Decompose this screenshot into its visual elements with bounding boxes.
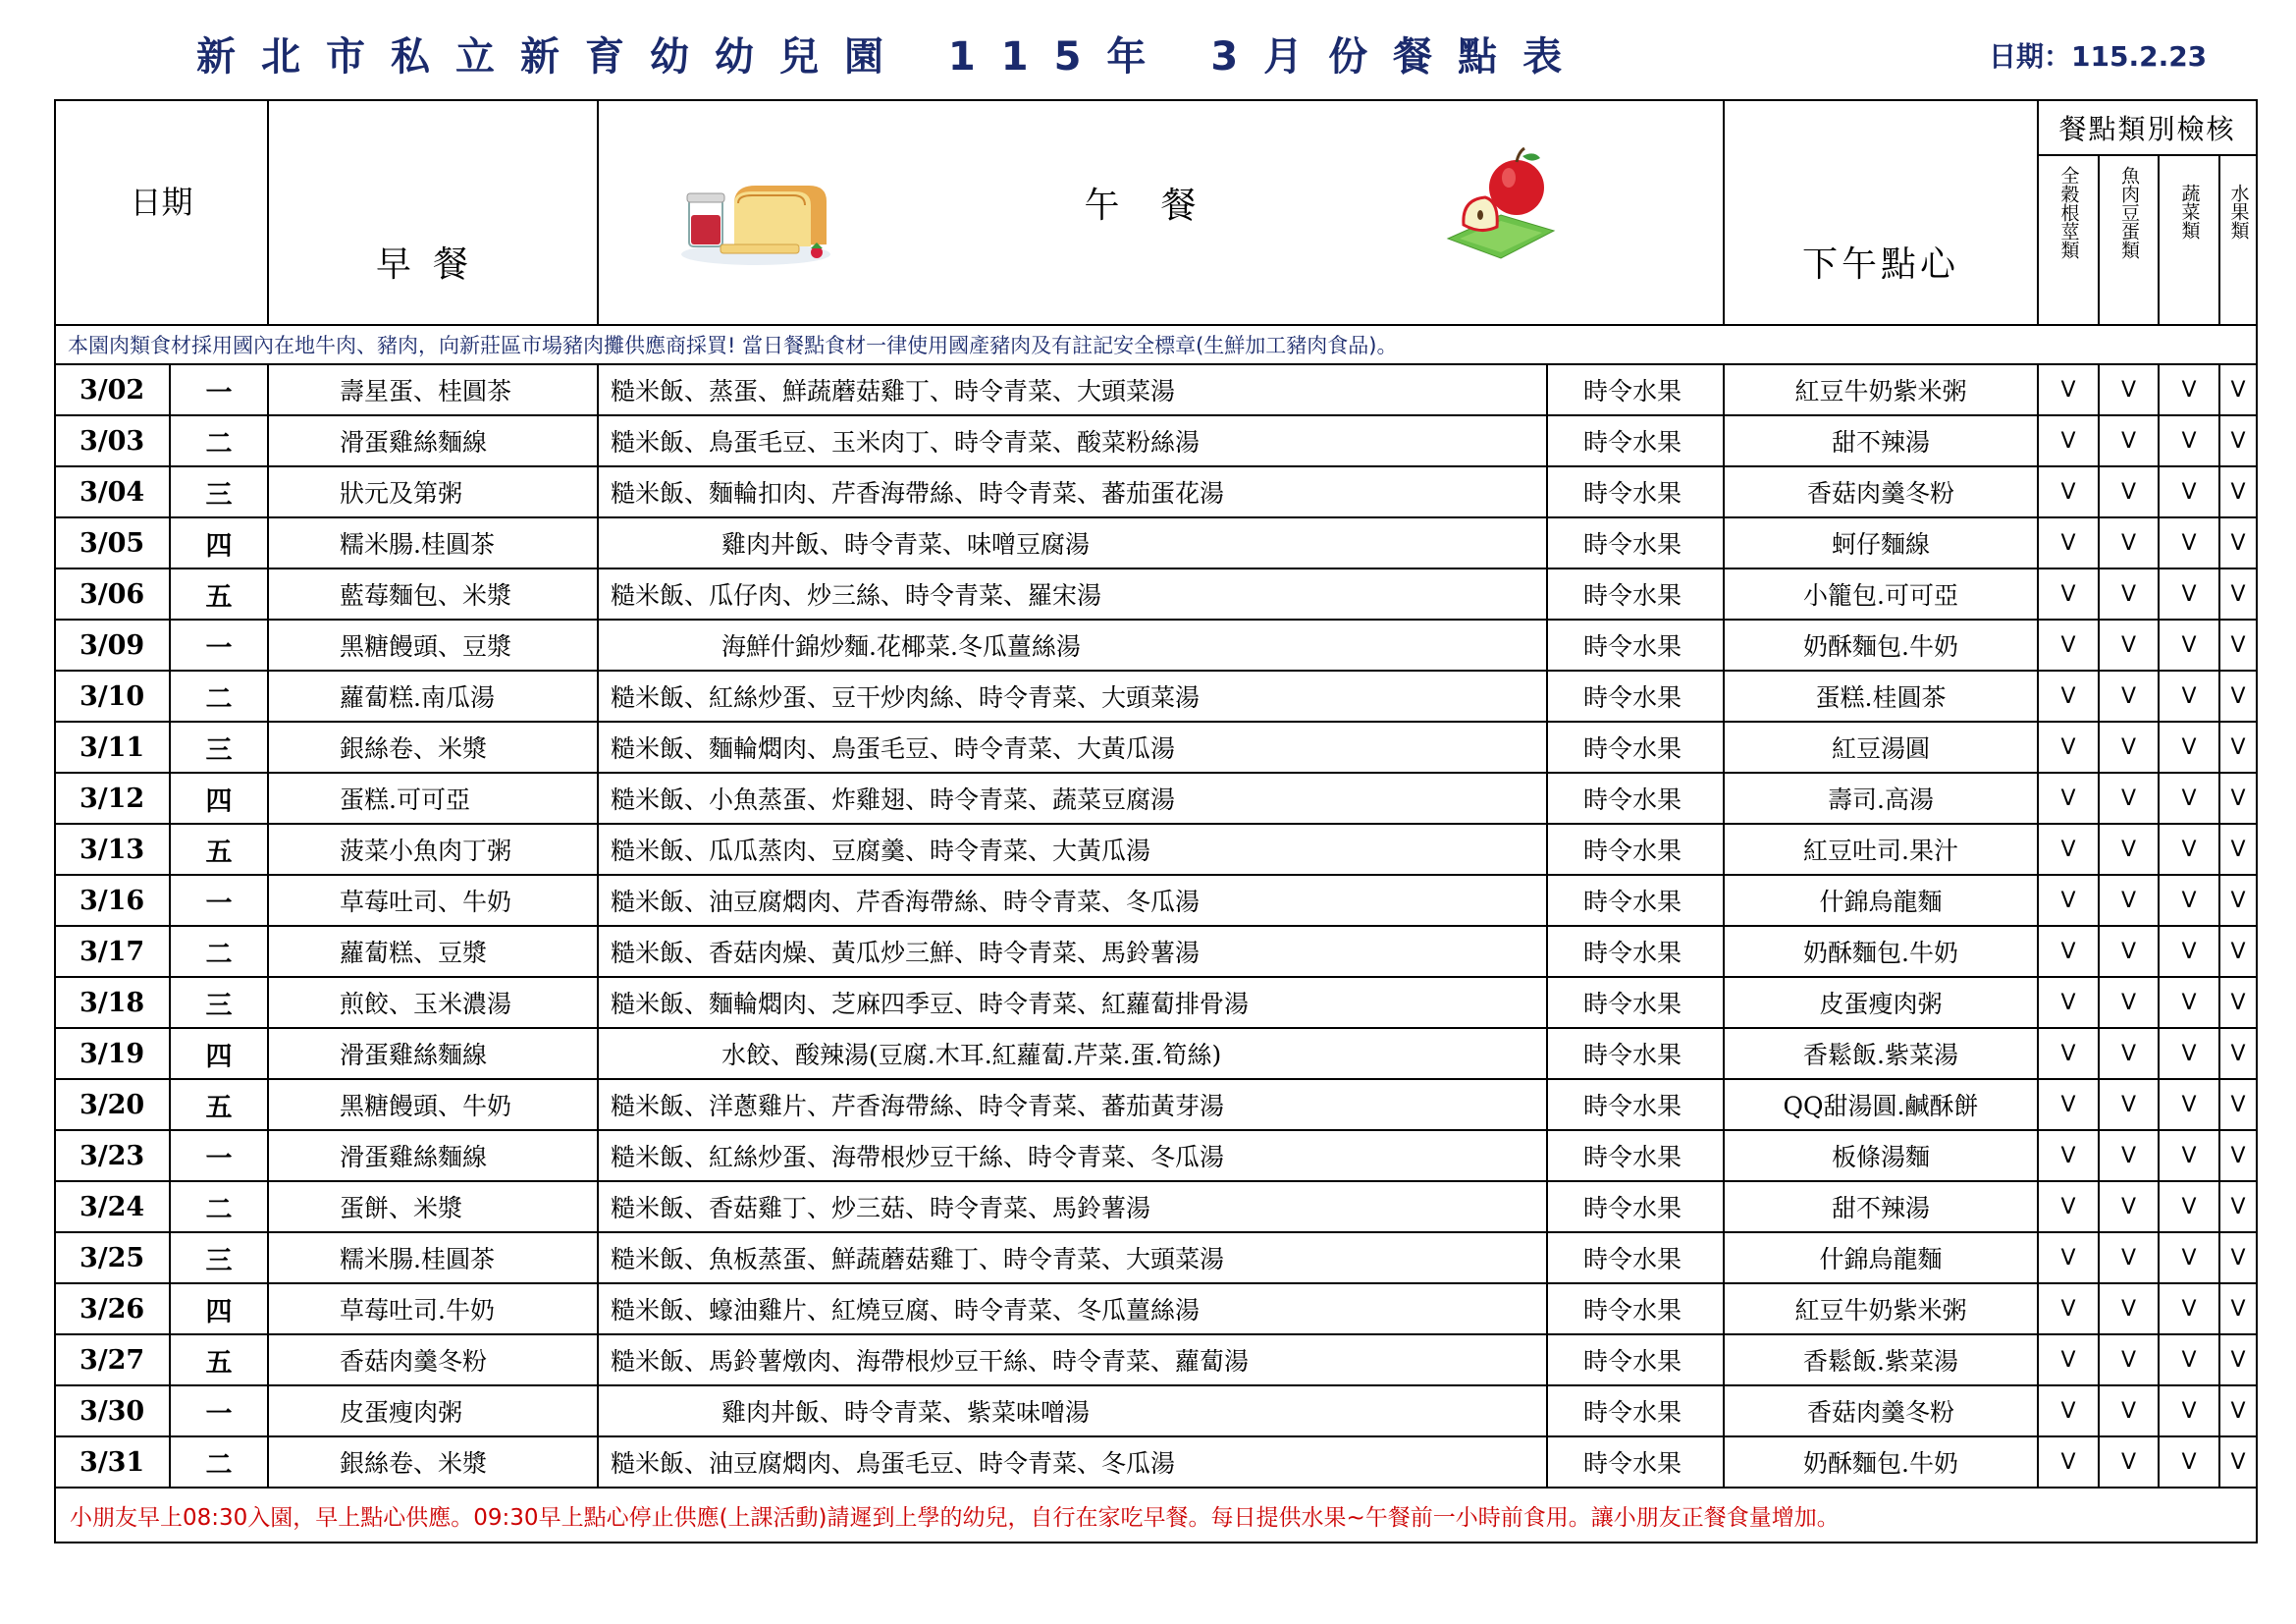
row-lunch: 糙米飯、麵輪扣肉、芹香海帶絲、時令青菜、蕃茄蛋花湯 <box>598 466 1547 517</box>
menu-row <box>55 620 2257 671</box>
row-snack: 紅豆湯圓 <box>1724 722 2038 773</box>
row-check-fruit: V <box>2219 773 2257 824</box>
row-check-fruit: V <box>2219 1028 2257 1079</box>
row-check-protein: V <box>2099 1130 2159 1181</box>
row-check-protein: V <box>2099 1079 2159 1130</box>
row-breakfast: 菠菜小魚肉丁粥 <box>268 824 598 875</box>
menu-row <box>55 977 2257 1028</box>
row-snack: 什錦烏龍麵 <box>1724 1232 2038 1283</box>
row-check-protein: V <box>2099 824 2159 875</box>
row-breakfast: 草莓吐司.牛奶 <box>268 1283 598 1334</box>
menu-row <box>55 926 2257 977</box>
row-fruit: 時令水果 <box>1547 1283 1724 1334</box>
row-breakfast: 糯米腸.桂圓茶 <box>268 517 598 568</box>
row-check-grain: V <box>2038 1232 2099 1283</box>
row-snack: 奶酥麵包.牛奶 <box>1724 620 2038 671</box>
row-check-grain: V <box>2038 671 2099 722</box>
row-breakfast: 糯米腸.桂圓茶 <box>268 1232 598 1283</box>
row-check-grain: V <box>2038 875 2099 926</box>
row-breakfast: 狀元及第粥 <box>268 466 598 517</box>
menu-row <box>55 671 2257 722</box>
row-weekday: 一 <box>170 1385 268 1436</box>
row-lunch: 糙米飯、香菇肉燥、黃瓜炒三鮮、時令青菜、馬鈴薯湯 <box>598 926 1547 977</box>
row-date: 3/16 <box>55 875 170 926</box>
row-weekday: 三 <box>170 722 268 773</box>
row-check-protein: V <box>2099 773 2159 824</box>
row-weekday: 三 <box>170 1232 268 1283</box>
row-weekday: 二 <box>170 1181 268 1232</box>
header-lunch <box>598 100 1724 325</box>
row-fruit: 時令水果 <box>1547 671 1724 722</box>
row-check-protein: V <box>2099 1334 2159 1385</box>
row-check-grain: V <box>2038 1385 2099 1436</box>
row-snack: 甜不辣湯 <box>1724 1181 2038 1232</box>
row-check-fruit: V <box>2219 1232 2257 1283</box>
row-breakfast: 壽星蛋、桂圓茶 <box>268 364 598 415</box>
row-check-fruit: V <box>2219 926 2257 977</box>
row-weekday: 一 <box>170 1130 268 1181</box>
row-breakfast: 滑蛋雞絲麵線 <box>268 1028 598 1079</box>
row-check-veg: V <box>2159 824 2219 875</box>
row-fruit: 時令水果 <box>1547 1130 1724 1181</box>
row-fruit: 時令水果 <box>1547 773 1724 824</box>
row-breakfast: 草莓吐司、牛奶 <box>268 875 598 926</box>
row-date: 3/06 <box>55 568 170 620</box>
row-snack: 奶酥麵包.牛奶 <box>1724 1436 2038 1488</box>
row-weekday: 五 <box>170 1334 268 1385</box>
row-check-grain: V <box>2038 1334 2099 1385</box>
row-check-veg: V <box>2159 1283 2219 1334</box>
row-snack: 什錦烏龍麵 <box>1724 875 2038 926</box>
row-weekday: 一 <box>170 364 268 415</box>
row-fruit: 時令水果 <box>1547 1079 1724 1130</box>
row-check-protein: V <box>2099 466 2159 517</box>
row-check-fruit: V <box>2219 568 2257 620</box>
row-lunch: 糙米飯、小魚蒸蛋、炸雞翅、時令青菜、蔬菜豆腐湯 <box>598 773 1547 824</box>
page-title: 新北市私立新育幼幼兒園 115年 3月份餐點表 <box>196 34 1588 80</box>
menu-row <box>55 1436 2257 1488</box>
row-check-veg: V <box>2159 568 2219 620</box>
header-snack: 下午點心 <box>1724 100 2038 325</box>
header-check-veg <box>2159 155 2219 325</box>
menu-row <box>55 364 2257 415</box>
row-breakfast: 滑蛋雞絲麵線 <box>268 1130 598 1181</box>
row-breakfast: 蛋糕.可可亞 <box>268 773 598 824</box>
row-check-protein: V <box>2099 1385 2159 1436</box>
row-check-grain: V <box>2038 568 2099 620</box>
menu-row <box>55 1130 2257 1181</box>
row-check-veg: V <box>2159 977 2219 1028</box>
header-lunch-label: 午餐 <box>1084 186 1238 226</box>
row-check-fruit: V <box>2219 977 2257 1028</box>
row-snack: QQ甜湯圓.鹹酥餅 <box>1724 1079 2038 1130</box>
row-lunch: 糙米飯、鳥蛋毛豆、玉米肉丁、時令青菜、酸菜粉絲湯 <box>598 415 1547 466</box>
row-check-fruit: V <box>2219 517 2257 568</box>
row-breakfast: 蘿蔔糕、豆漿 <box>268 926 598 977</box>
menu-row <box>55 568 2257 620</box>
row-snack: 板條湯麵 <box>1724 1130 2038 1181</box>
row-weekday: 二 <box>170 415 268 466</box>
row-check-grain: V <box>2038 1181 2099 1232</box>
row-fruit: 時令水果 <box>1547 1436 1724 1488</box>
menu-row <box>55 722 2257 773</box>
row-check-fruit: V <box>2219 1079 2257 1130</box>
row-lunch: 糙米飯、油豆腐燜肉、鳥蛋毛豆、時令青菜、冬瓜湯 <box>598 1436 1547 1488</box>
row-date: 3/25 <box>55 1232 170 1283</box>
row-check-veg: V <box>2159 1436 2219 1488</box>
row-lunch: 糙米飯、麵輪燜肉、鳥蛋毛豆、時令青菜、大黃瓜湯 <box>598 722 1547 773</box>
row-check-protein: V <box>2099 875 2159 926</box>
row-check-fruit: V <box>2219 466 2257 517</box>
row-weekday: 四 <box>170 773 268 824</box>
row-lunch: 糙米飯、瓜仔肉、炒三絲、時令青菜、羅宋湯 <box>598 568 1547 620</box>
row-lunch: 糙米飯、蠔油雞片、紅燒豆腐、時令青菜、冬瓜薑絲湯 <box>598 1283 1547 1334</box>
row-fruit: 時令水果 <box>1547 620 1724 671</box>
row-lunch: 水餃、酸辣湯(豆腐.木耳.紅蘿蔔.芹菜.蛋.筍絲) <box>598 1028 1547 1079</box>
row-date: 3/04 <box>55 466 170 517</box>
row-snack: 香鬆飯.紫菜湯 <box>1724 1028 2038 1079</box>
row-check-fruit: V <box>2219 1436 2257 1488</box>
row-breakfast: 銀絲卷、米漿 <box>268 1436 598 1488</box>
row-date: 3/24 <box>55 1181 170 1232</box>
menu-row <box>55 1079 2257 1130</box>
row-snack: 紅豆牛奶紫米粥 <box>1724 364 2038 415</box>
row-snack: 紅豆牛奶紫米粥 <box>1724 1283 2038 1334</box>
row-check-grain: V <box>2038 1436 2099 1488</box>
row-breakfast: 香菇肉羹冬粉 <box>268 1334 598 1385</box>
row-date: 3/26 <box>55 1283 170 1334</box>
row-snack: 香菇肉羹冬粉 <box>1724 466 2038 517</box>
menu-row <box>55 1283 2257 1334</box>
row-check-grain: V <box>2038 722 2099 773</box>
row-lunch: 糙米飯、瓜瓜蒸肉、豆腐羹、時令青菜、大黃瓜湯 <box>598 824 1547 875</box>
row-lunch: 糙米飯、麵輪燜肉、芝麻四季豆、時令青菜、紅蘿蔔排骨湯 <box>598 977 1547 1028</box>
row-weekday: 四 <box>170 1283 268 1334</box>
row-date: 3/17 <box>55 926 170 977</box>
row-fruit: 時令水果 <box>1547 1181 1724 1232</box>
issue-date: 日期：115.2.23 <box>1989 40 2208 73</box>
row-breakfast: 黑糖饅頭、豆漿 <box>268 620 598 671</box>
row-fruit: 時令水果 <box>1547 824 1724 875</box>
row-lunch: 糙米飯、洋蔥雞片、芹香海帶絲、時令青菜、蕃茄黃芽湯 <box>598 1079 1547 1130</box>
row-check-protein: V <box>2099 415 2159 466</box>
menu-row <box>55 875 2257 926</box>
row-weekday: 二 <box>170 926 268 977</box>
row-date: 3/13 <box>55 824 170 875</box>
row-check-fruit: V <box>2219 620 2257 671</box>
row-lunch: 雞肉丼飯、時令青菜、味噌豆腐湯 <box>598 517 1547 568</box>
row-check-grain: V <box>2038 1079 2099 1130</box>
row-check-grain: V <box>2038 517 2099 568</box>
menu-row <box>55 517 2257 568</box>
meat-sourcing-notice: 本園肉類食材採用國內在地牛肉、豬肉，向新莊區市場豬肉攤供應商採買! 當日餐點食材一律使用國產豬肉及有註記安全標章(生鮮加工豬肉食品)。 <box>55 325 2257 364</box>
row-fruit: 時令水果 <box>1547 1232 1724 1283</box>
row-fruit: 時令水果 <box>1547 875 1724 926</box>
row-date: 3/27 <box>55 1334 170 1385</box>
row-weekday: 三 <box>170 466 268 517</box>
row-lunch: 糙米飯、馬鈴薯燉肉、海帶根炒豆干絲、時令青菜、蘿蔔湯 <box>598 1334 1547 1385</box>
row-date: 3/20 <box>55 1079 170 1130</box>
row-check-protein: V <box>2099 1232 2159 1283</box>
row-check-veg: V <box>2159 1385 2219 1436</box>
row-fruit: 時令水果 <box>1547 1334 1724 1385</box>
row-check-protein: V <box>2099 977 2159 1028</box>
row-fruit: 時令水果 <box>1547 926 1724 977</box>
row-lunch: 糙米飯、油豆腐燜肉、芹香海帶絲、時令青菜、冬瓜湯 <box>598 875 1547 926</box>
row-weekday: 五 <box>170 568 268 620</box>
row-date: 3/31 <box>55 1436 170 1488</box>
row-check-veg: V <box>2159 1232 2219 1283</box>
row-fruit: 時令水果 <box>1547 466 1724 517</box>
row-check-grain: V <box>2038 773 2099 824</box>
row-fruit: 時令水果 <box>1547 517 1724 568</box>
menu-table <box>54 99 2258 1543</box>
row-check-fruit: V <box>2219 1181 2257 1232</box>
row-check-protein: V <box>2099 926 2159 977</box>
row-check-grain: V <box>2038 620 2099 671</box>
row-date: 3/18 <box>55 977 170 1028</box>
row-date: 3/23 <box>55 1130 170 1181</box>
row-check-protein: V <box>2099 1181 2159 1232</box>
menu-row <box>55 824 2257 875</box>
row-date: 3/09 <box>55 620 170 671</box>
row-weekday: 一 <box>170 875 268 926</box>
row-check-veg: V <box>2159 671 2219 722</box>
row-fruit: 時令水果 <box>1547 364 1724 415</box>
row-weekday: 五 <box>170 824 268 875</box>
row-lunch: 糙米飯、蒸蛋、鮮蔬蘑菇雞丁、時令青菜、大頭菜湯 <box>598 364 1547 415</box>
row-check-protein: V <box>2099 517 2159 568</box>
row-weekday: 二 <box>170 671 268 722</box>
row-breakfast: 蛋餅、米漿 <box>268 1181 598 1232</box>
row-check-grain: V <box>2038 364 2099 415</box>
row-check-protein: V <box>2099 568 2159 620</box>
row-check-protein: V <box>2099 1283 2159 1334</box>
row-snack: 蚵仔麵線 <box>1724 517 2038 568</box>
row-breakfast: 滑蛋雞絲麵線 <box>268 415 598 466</box>
header-date: 日期 <box>55 100 268 325</box>
row-breakfast: 煎餃、玉米濃湯 <box>268 977 598 1028</box>
row-check-veg: V <box>2159 517 2219 568</box>
row-fruit: 時令水果 <box>1547 977 1724 1028</box>
row-breakfast: 皮蛋瘦肉粥 <box>268 1385 598 1436</box>
row-weekday: 四 <box>170 517 268 568</box>
row-lunch: 糙米飯、魚板蒸蛋、鮮蔬蘑菇雞丁、時令青菜、大頭菜湯 <box>598 1232 1547 1283</box>
row-weekday: 三 <box>170 977 268 1028</box>
row-snack: 香鬆飯.紫菜湯 <box>1724 1334 2038 1385</box>
header-check-grain-text: 全穀根莖類 <box>2057 166 2080 259</box>
row-check-veg: V <box>2159 1028 2219 1079</box>
header-check-veg-text: 蔬菜類 <box>2178 184 2201 240</box>
row-check-fruit: V <box>2219 415 2257 466</box>
row-check-protein: V <box>2099 364 2159 415</box>
row-check-fruit: V <box>2219 722 2257 773</box>
row-snack: 紅豆吐司.果汁 <box>1724 824 2038 875</box>
header-check-group: 餐點類別檢核 <box>2038 100 2257 155</box>
header-breakfast: 早餐 <box>268 100 598 325</box>
row-check-grain: V <box>2038 1028 2099 1079</box>
row-check-fruit: V <box>2219 1283 2257 1334</box>
row-breakfast: 黑糖饅頭、牛奶 <box>268 1079 598 1130</box>
row-check-fruit: V <box>2219 1130 2257 1181</box>
footer-note: 小朋友早上08:30入園，早上點心供應。09:30早上點心停止供應(上課活動)請遲到上學的幼兒，自行在家吃早餐。每日提供水果~午餐前一小時前食用。讓小朋友正餐食量增加。 <box>55 1488 2257 1543</box>
menu-row <box>55 466 2257 517</box>
row-weekday: 五 <box>170 1079 268 1130</box>
row-lunch: 糙米飯、香菇雞丁、炒三菇、時令青菜、馬鈴薯湯 <box>598 1181 1547 1232</box>
row-snack: 小籠包.可可亞 <box>1724 568 2038 620</box>
menu-row <box>55 1385 2257 1436</box>
row-date: 3/12 <box>55 773 170 824</box>
row-check-grain: V <box>2038 466 2099 517</box>
row-lunch: 糙米飯、紅絲炒蛋、海帶根炒豆干絲、時令青菜、冬瓜湯 <box>598 1130 1547 1181</box>
row-check-veg: V <box>2159 722 2219 773</box>
header-check-grain <box>2038 155 2099 325</box>
row-check-protein: V <box>2099 1436 2159 1488</box>
row-check-veg: V <box>2159 875 2219 926</box>
row-breakfast: 銀絲卷、米漿 <box>268 722 598 773</box>
row-breakfast: 藍莓麵包、米漿 <box>268 568 598 620</box>
row-lunch: 海鮮什錦炒麵.花椰菜.冬瓜薑絲湯 <box>598 620 1547 671</box>
menu-row <box>55 415 2257 466</box>
row-weekday: 一 <box>170 620 268 671</box>
row-check-veg: V <box>2159 1181 2219 1232</box>
row-fruit: 時令水果 <box>1547 568 1724 620</box>
row-check-veg: V <box>2159 364 2219 415</box>
row-check-protein: V <box>2099 1028 2159 1079</box>
menu-row <box>55 773 2257 824</box>
row-check-grain: V <box>2038 1130 2099 1181</box>
row-date: 3/11 <box>55 722 170 773</box>
row-date: 3/10 <box>55 671 170 722</box>
row-check-fruit: V <box>2219 671 2257 722</box>
row-check-veg: V <box>2159 466 2219 517</box>
row-weekday: 四 <box>170 1028 268 1079</box>
header-check-protein <box>2099 155 2159 325</box>
menu-row <box>55 1232 2257 1283</box>
row-date: 3/02 <box>55 364 170 415</box>
row-fruit: 時令水果 <box>1547 1385 1724 1436</box>
row-check-fruit: V <box>2219 1334 2257 1385</box>
row-check-grain: V <box>2038 926 2099 977</box>
menu-row <box>55 1334 2257 1385</box>
row-check-veg: V <box>2159 1130 2219 1181</box>
row-snack: 奶酥麵包.牛奶 <box>1724 926 2038 977</box>
row-snack: 壽司.高湯 <box>1724 773 2038 824</box>
row-weekday: 二 <box>170 1436 268 1488</box>
row-lunch: 雞肉丼飯、時令青菜、紫菜味噌湯 <box>598 1385 1547 1436</box>
row-check-grain: V <box>2038 824 2099 875</box>
row-check-veg: V <box>2159 773 2219 824</box>
row-snack: 蛋糕.桂圓茶 <box>1724 671 2038 722</box>
apple-illustration <box>1440 144 1558 262</box>
row-date: 3/19 <box>55 1028 170 1079</box>
row-fruit: 時令水果 <box>1547 722 1724 773</box>
row-fruit: 時令水果 <box>1547 1028 1724 1079</box>
row-check-fruit: V <box>2219 1385 2257 1436</box>
title-bar <box>0 18 2296 86</box>
row-snack: 香菇肉羹冬粉 <box>1724 1385 2038 1436</box>
row-check-grain: V <box>2038 1283 2099 1334</box>
row-check-protein: V <box>2099 620 2159 671</box>
row-check-protein: V <box>2099 671 2159 722</box>
row-check-fruit: V <box>2219 364 2257 415</box>
menu-rows <box>55 364 2257 1488</box>
row-check-protein: V <box>2099 722 2159 773</box>
row-check-veg: V <box>2159 620 2219 671</box>
row-snack: 甜不辣湯 <box>1724 415 2038 466</box>
row-check-grain: V <box>2038 415 2099 466</box>
row-breakfast: 蘿蔔糕.南瓜湯 <box>268 671 598 722</box>
row-snack: 皮蛋瘦肉粥 <box>1724 977 2038 1028</box>
row-check-grain: V <box>2038 977 2099 1028</box>
row-check-fruit: V <box>2219 875 2257 926</box>
row-date: 3/03 <box>55 415 170 466</box>
row-lunch: 糙米飯、紅絲炒蛋、豆干炒肉絲、時令青菜、大頭菜湯 <box>598 671 1547 722</box>
row-date: 3/30 <box>55 1385 170 1436</box>
row-fruit: 時令水果 <box>1547 415 1724 466</box>
menu-row <box>55 1181 2257 1232</box>
row-check-veg: V <box>2159 1079 2219 1130</box>
header-check-fruit <box>2219 155 2257 325</box>
menu-row <box>55 1028 2257 1079</box>
header-check-fruit-text: 水果類 <box>2227 184 2250 240</box>
row-check-veg: V <box>2159 415 2219 466</box>
row-check-veg: V <box>2159 1334 2219 1385</box>
header-check-protein-text: 魚肉豆蛋類 <box>2118 166 2141 259</box>
row-check-veg: V <box>2159 926 2219 977</box>
row-date: 3/05 <box>55 517 170 568</box>
row-check-fruit: V <box>2219 824 2257 875</box>
